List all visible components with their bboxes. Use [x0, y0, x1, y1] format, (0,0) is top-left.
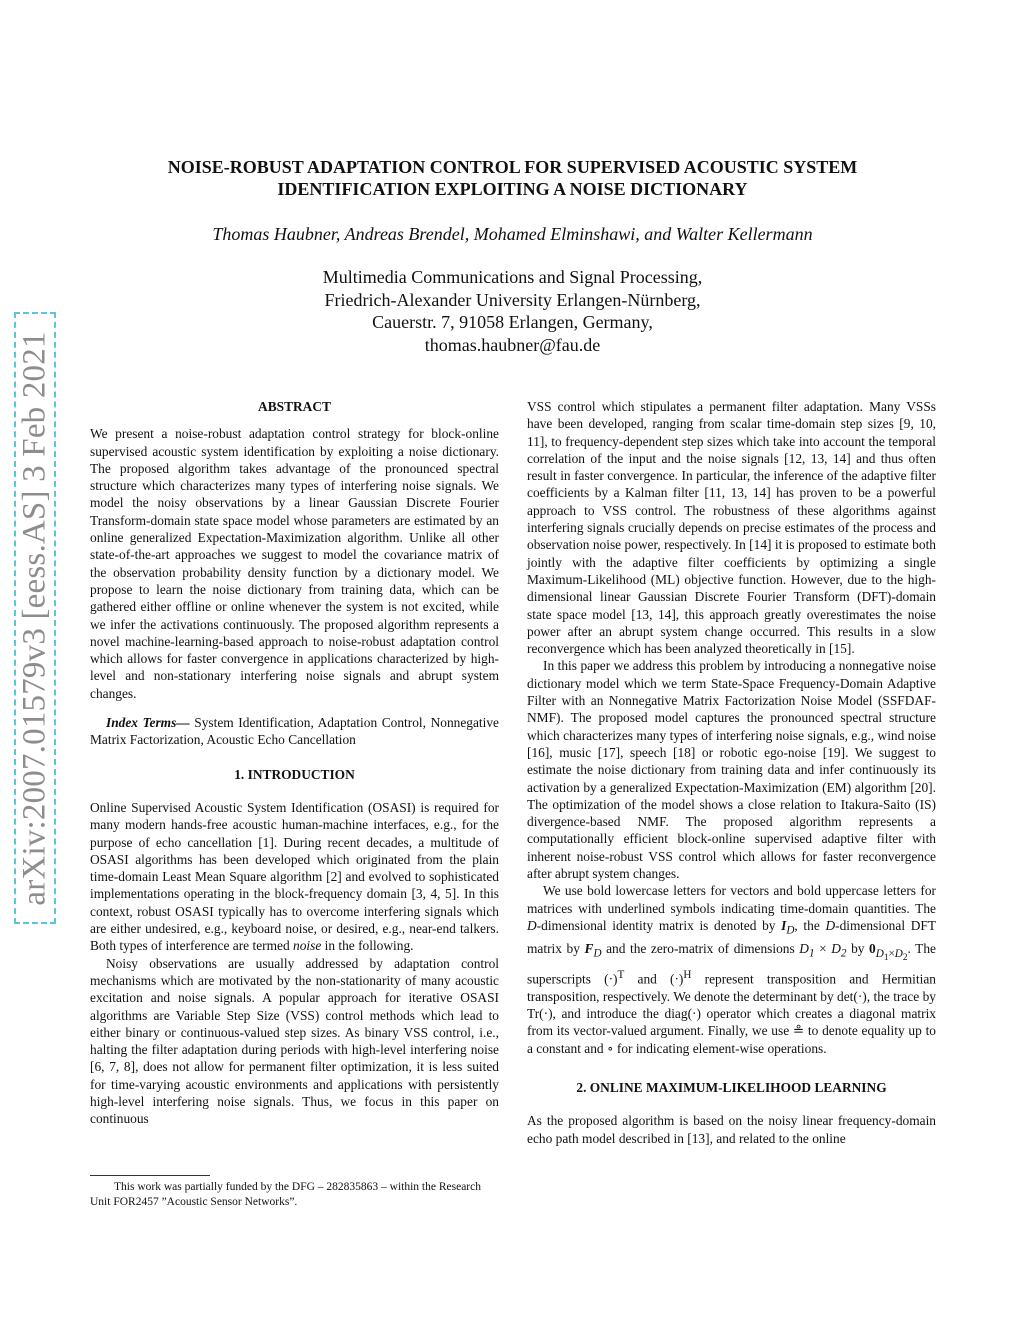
section-1-heading: 1. INTRODUCTION: [234, 766, 355, 782]
notation-paragraph: We use bold lowercase letters for vectors and bold uppercase letters for matrices with underlined symbols indicating time-domain quantities. The D-dimensional identity matrix is denoted by $I_D$, the D-dimensional DFT matrix by $F_D$ and the zero-matrix of dimensions $D_1 \times D_2$ by $0_{D_1\times D_2}$. The superscripts $(\cdot)^T$ and $(\cdot)^H$ represent transposition and Hermitian transposition, respectively. We denote the determinant by det(·), the trace by Tr(·), and introduce the diag(·) operator which creates a diagonal matrix from its vector-valued argument. Finally, we use ≗ to denote equality up to a constant and ∘ for indicating element-wise operations.: [527, 883, 936, 1056]
notation-text-a: We use bold lowercase letters for vectors and bold uppercase letters for matrices with underlined symbols indicating time-domain quantities. The: [527, 883, 936, 916]
paper-title: NOISE-ROBUST ADAPTATION CONTROL FOR SUPERVISED ACOUSTIC SYSTEM IDENTIFICATION EXPLOITING A NOISE DICTIONARY: [167, 157, 858, 199]
author-email: thomas.haubner@fau.de: [424, 334, 601, 355]
arxiv-identifier-text: arXiv:2007.01579v3 [eess.AS] 3 Feb 2021: [16, 330, 53, 906]
index-terms: [90, 714, 499, 749]
notation-text-e: and the zero-matrix of dimensions: [601, 940, 800, 956]
identity-matrix-symbol: I: [781, 917, 787, 933]
notation-text-j: to denote equality up to a constant and ∘ for indicating element-wise operations.: [527, 1023, 936, 1056]
right-paragraph-2: In this paper we address this problem by introducing a nonnegative noise dictionary model which we term State-Space Frequency-Domain Adaptive Filter with an Nonnegative Matrix Factorization Noise Model (SSFDAF-NMF). The proposed model captures the pronounced spectral structure which characterizes many types of interfering noise signals, e.g., wind noise [16], music [17], speech [18] or robotic ego-noise [19]. We suggest to estimate the noise dictionary from training data and infer continuously its activation by a generalized Expectation-Maximization (EM) algorithm [20]. The optimization of the model shows a close relation to Itakura-Saito (IS) divergence-based NMF. The proposed algorithm represents a computationally efficient block-online supervised adaptive filter with inherent noise-robust VSS control which allows for faster reconvergence after abrupt system changes.: [527, 658, 936, 882]
paper-authors: Thomas Haubner, Andreas Brendel, Mohamed Elminshawi, and Walter Kellermann: [212, 224, 813, 244]
intro-paragraph-2: Noisy observations are usually addressed by adaptation control mechanisms which are motivated by the non-stationarity of many acoustic excitation and noise signals. A popular approach for iterative OSASI algorithms are Variable Step Size (VSS) control methods which lead to either binary or continuous-valued step sizes. As binary VSS control, i.e., halting the filter adaptation during periods with high-level interfering noise [6, 7, 8], does not allow for permanent filter optimization, it is less suited for time-varying acoustic environments and applications with persistently high-level interfering noise signals. Thus, we focus in this paper on continuous: [90, 955, 499, 1127]
notation-symbol-d-2: D: [825, 917, 836, 933]
transpose-superscript: T: [617, 969, 625, 982]
index-terms-label: Index Terms—: [106, 715, 190, 731]
section-2-paragraph-1: As the proposed algorithm is based on the noisy linear frequency-domain echo path model described in [13], and related to the online: [527, 1113, 936, 1146]
affiliation-line-1: Multimedia Communications and Signal Processing,: [322, 267, 703, 287]
intro-paragraph-1: [90, 799, 499, 955]
author-affiliation: [90, 266, 935, 356]
intro-noise-term: noise: [293, 938, 322, 954]
dimension-d1-symbol: D: [799, 940, 809, 956]
footnote-divider: [90, 1175, 210, 1176]
notation-text-b: -dimensional identity matrix is denoted by: [536, 917, 782, 933]
abstract-heading: ABSTRACT: [258, 399, 331, 414]
dft-matrix-subscript: D: [593, 947, 602, 960]
notation-text-c: , the: [794, 917, 826, 933]
right-paragraph-1: VSS control which stipulates a permanent filter adaptation. Many VSSs have been developed, ranging from scalar time-domain step sizes [9, 10, 11], to frequency-dependent step sizes which take into account the temporal correlation of the input and the noise signals [12, 13, 14] and thus often result in faster convergence. In particular, the inference of the adaptive filter coefficients by a Kalman filter [11, 13, 14] has proven to be a powerful approach to VSS control. The robustness of these algorithms against interfering signals crucially depends on precise estimates of the process and observation noise power, respectively. In [14] it is proposed to estimate both jointly with the adaptive filter coefficients by optimizing a single Maximum-Likelihood (ML) objective function. However, due to the high-dimensional linear Gaussian Discrete Fourier Transform (DFT)-domain state space model [13, 14], this approach greatly overestimates the noise power after an abrupt system change occurred. This results in a slow reconvergence which has been analyzed theoretically in [15].: [527, 399, 936, 657]
intro-paragraph-1-text: Online Supervised Acoustic System Identification (OSASI) is required for many modern hands-free acoustic human-machine interfaces, e.g., for the purpose of echo cancellation [1]. During recent decades, a multitude of OSASI algorithms has been developed which originated from the plain time-domain Least Mean Square algorithm [2] and evolved to sophisticated implementations operating in the block-frequency domain [3, 4, 5]. In this context, robust OSASI typically has to overcome interfering signals which are either undesired, e.g., keyboard noise, or desired, e.g., near-end talkers. Both types of interference are termed: [90, 799, 499, 954]
index-terms-text: System Identification, Adaptation Control, Nonnegative Matrix Factorization, Acoustic Echo Cancellation: [90, 715, 499, 748]
section-2-heading: 2. ONLINE MAXIMUM-LIKELIHOOD LEARNING: [576, 1080, 887, 1096]
dimension-d2: $D_2$: [831, 940, 847, 960]
equality-up-to-constant-symbol: ≗: [792, 1023, 805, 1039]
notation-text-g: . The superscripts (·): [527, 940, 936, 987]
right-column: [527, 398, 936, 1147]
notation-text-f: by: [846, 940, 870, 956]
notation-text-i: represent transposition and Hermitian transposition, respectively. We denote the determinant by det(·), the trace by Tr(·), and introduce the diag(·) operator which creates a diagonal matrix from its vector-valued argument. Finally, we use: [527, 971, 936, 1039]
affiliation-line-2: Friedrich-Alexander University Erlangen-Nürnberg,: [324, 289, 701, 310]
affiliation-line-3: Cauerstr. 7, 91058 Erlangen, Germany,: [372, 312, 653, 332]
left-column: [90, 398, 499, 1128]
funding-footnote: This work was partially funded by the DFG – 282835863 – within the Research Unit FOR2457 ”Acoustic Sensor Networks”.: [90, 1181, 481, 1208]
zero-matrix-symbol: 0: [869, 940, 876, 956]
identity-matrix-subscript: D: [786, 924, 795, 937]
abstract-text: We present a noise-robust adaptation control strategy for block-online supervised acoustic system identification by exploiting a noise dictionary. The proposed algorithm takes advantage of the pronounced spectral structure which characterizes many types of interfering noise signals. We model the noisy observations by a linear Gaussian Discrete Fourier Transform-domain state space model whose parameters are estimated by an online generalized Expectation-Maximization algorithm. Unlike all other state-of-the-art approaches we suggest to model the covariance matrix of the observation probability density function by a dictionary model. We propose to learn the noise dictionary from training data, which can be gathered either offline or online whenever the system is not excited, while we infer the activations continuously. The proposed algorithm represents a novel machine-learning-based approach to noise-robust adaptation control which allows for faster convergence in applications characterized by high-level and non-stationary interfering noise signals and abrupt system changes.: [90, 426, 499, 701]
intro-paragraph-1-end: in the following.: [321, 938, 414, 954]
hermitian-superscript: H: [683, 969, 692, 982]
notation-text-d: -dimensional DFT matrix by: [527, 917, 936, 956]
dimension-d1: $D_1$: [799, 940, 815, 960]
notation-text-h: and (·): [624, 971, 684, 987]
arxiv-identifier-stamp: [14, 312, 56, 924]
notation-symbol-d: D: [527, 917, 537, 933]
dft-matrix-symbol: F: [584, 940, 594, 956]
